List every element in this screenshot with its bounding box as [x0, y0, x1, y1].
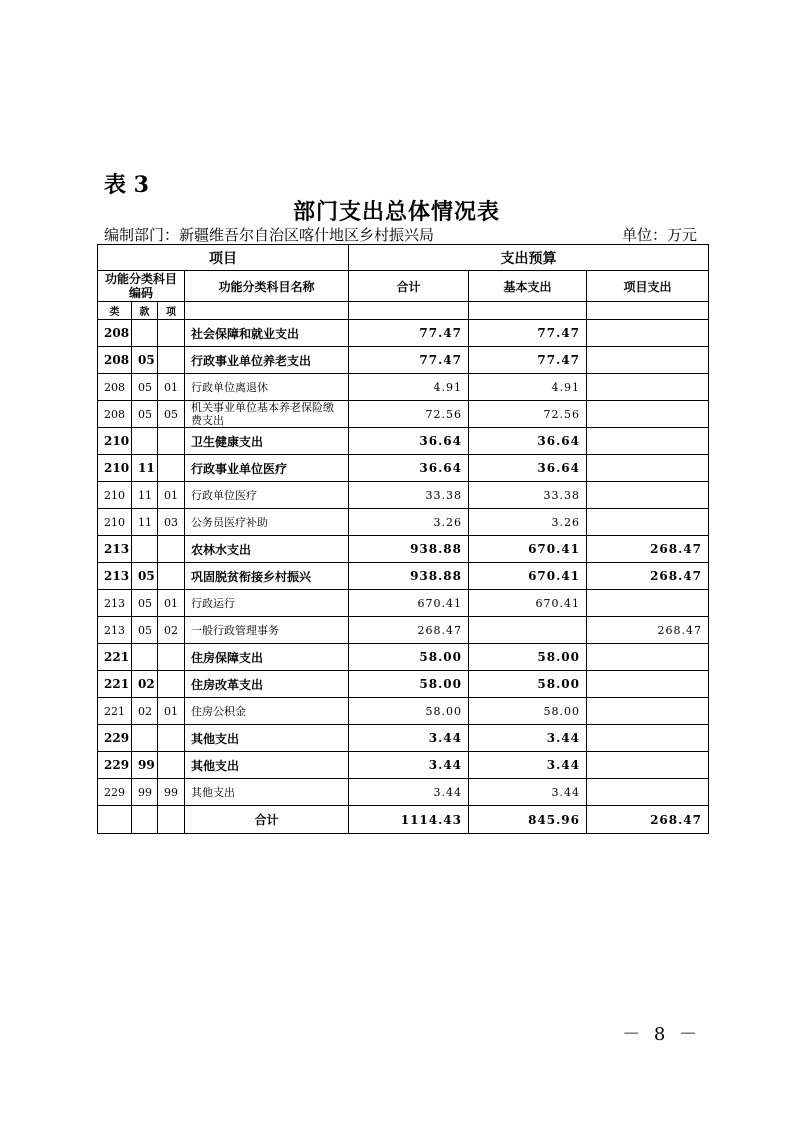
table-row [98, 590, 709, 617]
basic-amount: 3.44 [469, 752, 587, 779]
item-name: 其他支出 [185, 752, 349, 779]
table-row [98, 320, 709, 347]
project-amount [587, 752, 709, 779]
basic-amount: 72.56 [469, 401, 587, 428]
total-amount: 77.47 [349, 320, 469, 347]
code-lei: 210 [98, 509, 132, 536]
basic-amount: 3.44 [469, 779, 587, 806]
project-amount: 268.47 [587, 536, 709, 563]
header-lei: 类 [98, 302, 132, 320]
total-amount: 4.91 [349, 374, 469, 401]
grand-total-amount: 1114.43 [349, 806, 469, 834]
code-kuan: 05 [132, 563, 158, 590]
basic-amount: 58.00 [469, 671, 587, 698]
code-lei: 213 [98, 536, 132, 563]
project-amount [587, 671, 709, 698]
item-name: 巩固脱贫衔接乡村振兴 [185, 563, 349, 590]
code-kuan: 05 [132, 590, 158, 617]
item-name: 行政运行 [185, 590, 349, 617]
project-amount: 268.47 [587, 563, 709, 590]
table-row [98, 374, 709, 401]
basic-amount: 36.64 [469, 455, 587, 482]
item-name: 行政单位离退休 [185, 374, 349, 401]
table-row [98, 698, 709, 725]
code-lei: 229 [98, 725, 132, 752]
code-kuan: 11 [132, 509, 158, 536]
code-xiang: 01 [158, 374, 185, 401]
table-row [98, 644, 709, 671]
code-kuan: 05 [132, 347, 158, 374]
code-kuan [132, 536, 158, 563]
grand-total-project: 268.47 [587, 806, 709, 834]
basic-amount: 670.41 [469, 536, 587, 563]
total-amount: 33.38 [349, 482, 469, 509]
code-kuan: 02 [132, 698, 158, 725]
table-row [98, 401, 709, 428]
grand-total-label: 合计 [185, 806, 349, 834]
code-kuan: 11 [132, 455, 158, 482]
header-basic: 基本支出 [469, 271, 587, 302]
basic-amount: 77.47 [469, 320, 587, 347]
project-amount [587, 455, 709, 482]
code-xiang: 01 [158, 482, 185, 509]
basic-amount: 58.00 [469, 698, 587, 725]
item-name: 行政事业单位医疗 [185, 455, 349, 482]
code-lei: 208 [98, 401, 132, 428]
total-amount: 58.00 [349, 671, 469, 698]
code-xiang [158, 320, 185, 347]
code-lei: 213 [98, 617, 132, 644]
project-amount [587, 428, 709, 455]
code-xiang: 01 [158, 698, 185, 725]
code-lei: 221 [98, 698, 132, 725]
code-xiang [158, 752, 185, 779]
item-name: 住房保障支出 [185, 644, 349, 671]
header-project: 项目 [98, 245, 349, 271]
code-lei: 210 [98, 455, 132, 482]
table-row [98, 779, 709, 806]
header-empty-cell [469, 302, 587, 320]
code-lei: 210 [98, 482, 132, 509]
item-name: 机关事业单位基本养老保险缴费支出 [185, 401, 349, 428]
item-name: 行政单位医疗 [185, 482, 349, 509]
total-amount: 58.00 [349, 644, 469, 671]
code-kuan: 05 [132, 401, 158, 428]
item-name: 公务员医疗补助 [185, 509, 349, 536]
basic-amount: 3.44 [469, 725, 587, 752]
code-xiang [158, 671, 185, 698]
total-amount: 77.47 [349, 347, 469, 374]
table-row [98, 482, 709, 509]
item-name: 其他支出 [185, 779, 349, 806]
table-row [98, 617, 709, 644]
project-amount [587, 590, 709, 617]
header-empty-cell [185, 302, 349, 320]
code-lei: 208 [98, 374, 132, 401]
total-amount: 72.56 [349, 401, 469, 428]
basic-amount [469, 617, 587, 644]
project-amount [587, 509, 709, 536]
code-lei: 221 [98, 644, 132, 671]
header-code: 功能分类科目编码 [98, 271, 185, 302]
code-kuan: 99 [132, 752, 158, 779]
code-kuan: 02 [132, 671, 158, 698]
code-lei: 208 [98, 320, 132, 347]
code-lei: 213 [98, 590, 132, 617]
header-budget: 支出预算 [349, 245, 709, 271]
code-xiang [158, 536, 185, 563]
code-lei: 208 [98, 347, 132, 374]
basic-amount: 3.26 [469, 509, 587, 536]
table-label: 表 3 [104, 172, 149, 198]
table-row [98, 509, 709, 536]
header-name: 功能分类科目名称 [185, 271, 349, 302]
project-amount [587, 779, 709, 806]
table-row [98, 455, 709, 482]
project-amount [587, 347, 709, 374]
item-name: 一般行政管理事务 [185, 617, 349, 644]
project-amount [587, 401, 709, 428]
code-kuan: 11 [132, 482, 158, 509]
total-empty-cell [132, 806, 158, 834]
total-amount: 938.88 [349, 563, 469, 590]
code-kuan [132, 644, 158, 671]
code-kuan [132, 428, 158, 455]
basic-amount: 33.38 [469, 482, 587, 509]
code-lei: 213 [98, 563, 132, 590]
code-lei: 229 [98, 752, 132, 779]
code-kuan: 99 [132, 779, 158, 806]
code-xiang: 03 [158, 509, 185, 536]
total-amount: 3.44 [349, 752, 469, 779]
item-name: 行政事业单位养老支出 [185, 347, 349, 374]
project-amount [587, 374, 709, 401]
code-kuan [132, 725, 158, 752]
total-empty-cell [158, 806, 185, 834]
code-xiang [158, 644, 185, 671]
total-amount: 58.00 [349, 698, 469, 725]
item-name: 卫生健康支出 [185, 428, 349, 455]
table-row [98, 725, 709, 752]
project-amount [587, 644, 709, 671]
code-xiang: 05 [158, 401, 185, 428]
item-name: 其他支出 [185, 725, 349, 752]
code-xiang [158, 563, 185, 590]
basic-amount: 4.91 [469, 374, 587, 401]
project-amount [587, 482, 709, 509]
total-empty-cell [98, 806, 132, 834]
table-row [98, 563, 709, 590]
total-amount: 36.64 [349, 455, 469, 482]
document-title: 部门支出总体情况表 [292, 199, 500, 225]
code-lei: 229 [98, 779, 132, 806]
project-amount [587, 698, 709, 725]
code-lei: 210 [98, 428, 132, 455]
header-total: 合计 [349, 271, 469, 302]
item-name: 住房公积金 [185, 698, 349, 725]
header-xiang: 项 [158, 302, 185, 320]
item-name: 农林水支出 [185, 536, 349, 563]
code-xiang [158, 347, 185, 374]
project-amount: 268.47 [587, 617, 709, 644]
code-xiang [158, 725, 185, 752]
grand-total-basic: 845.96 [469, 806, 587, 834]
code-kuan [132, 320, 158, 347]
total-amount: 3.44 [349, 779, 469, 806]
item-name: 社会保障和就业支出 [185, 320, 349, 347]
basic-amount: 77.47 [469, 347, 587, 374]
header-empty-cell [587, 302, 709, 320]
table-row [98, 752, 709, 779]
code-kuan: 05 [132, 374, 158, 401]
item-name: 住房改革支出 [185, 671, 349, 698]
total-amount: 670.41 [349, 590, 469, 617]
code-xiang: 02 [158, 617, 185, 644]
header-empty-cell [349, 302, 469, 320]
code-xiang: 99 [158, 779, 185, 806]
expenditure-table [97, 244, 709, 834]
basic-amount: 36.64 [469, 428, 587, 455]
header-kuan: 款 [132, 302, 158, 320]
unit-label: 单位：万元 [621, 226, 697, 244]
total-amount: 36.64 [349, 428, 469, 455]
table-row [98, 428, 709, 455]
code-kuan: 05 [132, 617, 158, 644]
total-amount: 3.26 [349, 509, 469, 536]
total-amount: 938.88 [349, 536, 469, 563]
project-amount [587, 320, 709, 347]
project-amount [587, 725, 709, 752]
page-number: － 8 － [622, 1024, 701, 1045]
code-lei: 221 [98, 671, 132, 698]
basic-amount: 670.41 [469, 563, 587, 590]
table-row [98, 671, 709, 698]
basic-amount: 670.41 [469, 590, 587, 617]
basic-amount: 58.00 [469, 644, 587, 671]
table-row [98, 347, 709, 374]
code-xiang: 01 [158, 590, 185, 617]
code-xiang [158, 428, 185, 455]
total-amount: 268.47 [349, 617, 469, 644]
department-label: 编制部门：新疆维吾尔自治区喀什地区乡村振兴局 [104, 226, 435, 244]
header-project-expense: 项目支出 [587, 271, 709, 302]
total-amount: 3.44 [349, 725, 469, 752]
table-row [98, 536, 709, 563]
code-xiang [158, 455, 185, 482]
